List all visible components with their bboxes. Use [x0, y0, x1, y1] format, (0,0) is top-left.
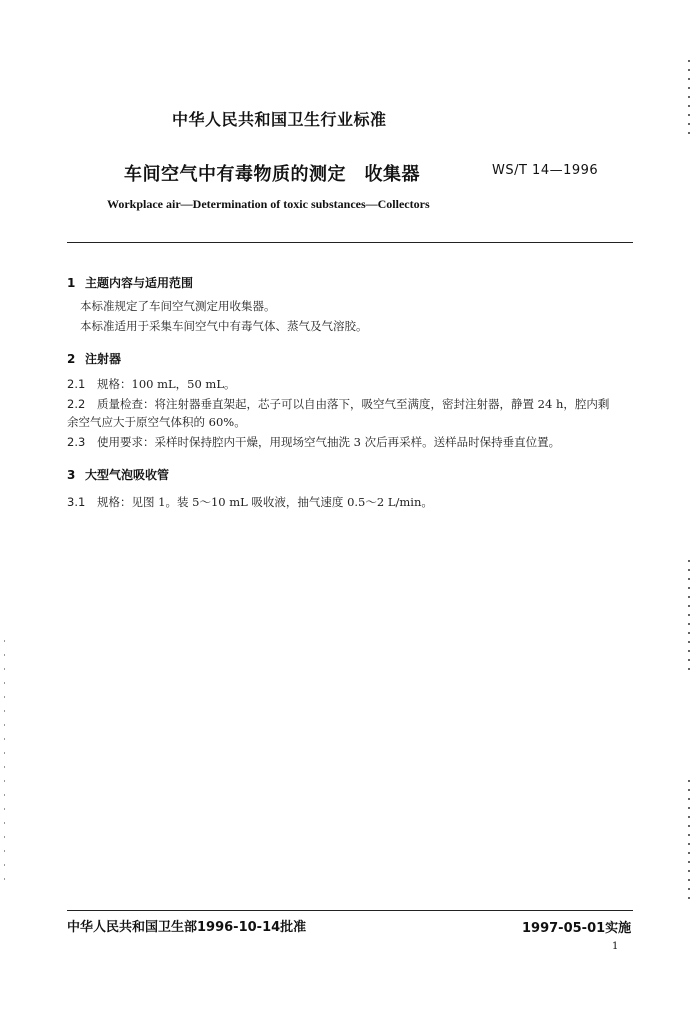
section-number: 2 [67, 352, 76, 366]
section-1-paragraph-1: 本标准规定了车间空气测定用收集器。 [80, 299, 276, 313]
clause-number: 2.2 [67, 397, 86, 411]
section-number: 1 [67, 276, 76, 290]
clause-number: 2.1 [67, 377, 86, 391]
clause-text: 使用要求：采样时保持腔内干燥，用现场空气抽洗 3 次后再采样。送样品时保持垂直位置。 [97, 435, 561, 449]
section-2-heading [67, 350, 121, 367]
clause-3-1 [67, 494, 433, 511]
scan-edge-mark [688, 780, 690, 900]
scan-edge-mark [688, 60, 690, 140]
clause-2-1 [67, 376, 235, 393]
section-1-heading [67, 274, 193, 291]
section-title: 注射器 [85, 352, 122, 366]
english-subtitle: Workplace air—Determination of toxic substances—Collectors [107, 197, 430, 211]
section-1-paragraph-2: 本标准适用于采集车间空气中有毒气体、蒸气及气溶胶。 [80, 319, 368, 333]
standard-category: 中华人民共和国卫生行业标准 [172, 110, 387, 129]
approval-line: 中华人民共和国卫生部1996-10-14批准 [67, 920, 307, 935]
page-number: 1 [612, 941, 619, 952]
header-rule [67, 242, 633, 243]
footer-rule [67, 910, 633, 911]
document-title: 车间空气中有毒物质的测定 收集器 [124, 164, 420, 185]
clause-text: 规格：100 mL，50 mL。 [97, 377, 236, 391]
clause-2-2-continued: 余空气应大于原空气体积的 60%。 [67, 415, 246, 429]
clause-text-line-1: 质量检查：将注射器垂直架起，芯子可以自由落下，吸空气至满度，密封注射器，静置 24 h，腔内剩 [97, 397, 610, 411]
section-title: 主题内容与适用范围 [85, 276, 194, 290]
scan-edge-mark [4, 640, 5, 880]
clause-text: 规格：见图 1。装 5～10 mL 吸收液，抽气速度 0.5～2 L/min。 [97, 495, 433, 509]
section-number: 3 [67, 468, 76, 482]
standard-code: WS/T 14—1996 [492, 163, 599, 178]
clause-2-3 [67, 434, 560, 451]
effective-date: 1997-05-01实施 [522, 921, 632, 936]
section-3-heading [67, 466, 169, 483]
clause-number: 3.1 [67, 495, 86, 509]
clause-2-2 [67, 396, 637, 413]
clause-number: 2.3 [67, 435, 86, 449]
section-title: 大型气泡吸收管 [85, 468, 170, 482]
scan-edge-mark [688, 560, 690, 670]
